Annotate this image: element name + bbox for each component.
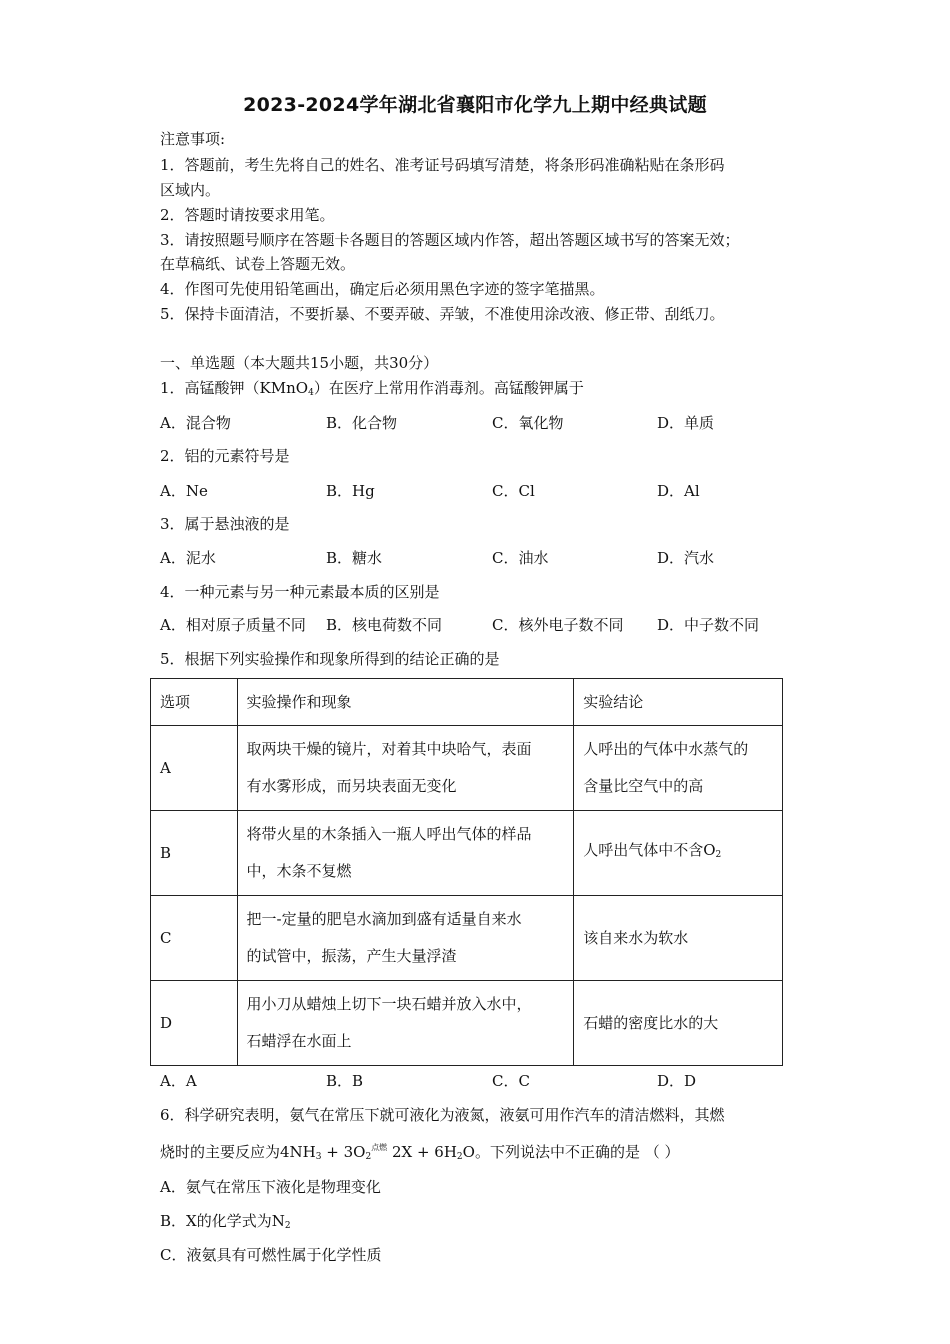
q4-option-d[interactable]: D．中子数不同 [657,616,760,634]
q5-option-c[interactable]: C．C [492,1072,530,1090]
exam-title: 2023-2024学年湖北省襄阳市化学九上期中经典试题 [243,94,707,116]
row-option-cell: A [151,726,238,811]
q2-option-d[interactable]: D．Al [657,482,700,500]
q5-option-d[interactable]: D．D [657,1072,697,1090]
q3-option-b[interactable]: B．糖水 [326,549,383,567]
q6-option-b[interactable]: B．X的化学式为$N_2$ [160,1212,291,1231]
q4-option-b[interactable]: B．核电荷数不同 [326,616,443,634]
notice-line: 3．请按照题号顺序在答题卡各题目的答题区域内作答，超出答题区域书写的答案无效； [160,231,740,249]
row-conclusion-cell: 人呼出气体中不含$O_2$ [574,811,783,896]
q5-option-a[interactable]: A．A [160,1072,197,1090]
table-header-cell: 选项 [151,679,238,726]
q2-option-c[interactable]: C．Cl [492,482,535,500]
q1-option-a[interactable]: A．混合物 [160,414,231,432]
question-6-stem-line1: 6．科学研究表明，氨气在常压下就可液化为液氮，液氨可用作汽车的清洁燃料，其燃 [160,1106,725,1124]
table-row [151,896,783,981]
row-option-cell: B [151,811,238,896]
notice-line: 2．答题时请按要求用笔。 [160,206,335,224]
question-6-stem-line2: 烧时的主要反应为$4NH_3 + 3O_2^{点燃}$ $2X + 6H_2O$。下列说法中不正确的是 （ ） [160,1143,680,1162]
table-header-row [151,679,783,726]
q3-option-d[interactable]: D．汽水 [657,549,715,567]
experiment-table [150,678,783,1066]
q6-option-c[interactable]: C．液氨具有可燃性属于化学性质 [160,1246,382,1264]
question-4-stem: 4．一种元素与另一种元素最本质的区别是 [160,583,440,601]
question-5-stem: 5．根据下列实验操作和现象所得到的结论正确的是 [160,650,500,668]
notice-line: 5．保持卡面清洁，不要折暴、不要弄破、弄皱，不准使用涂改液、修正带、刮纸刀。 [160,305,725,323]
notice-line: 区域内。 [160,181,221,199]
q2-option-a[interactable]: A．Ne [160,482,208,500]
q2-option-b[interactable]: B．Hg [326,482,375,500]
row-conclusion-cell: 人呼出的气体中水蒸气的 含量比空气中的高 [574,726,783,811]
question-2-stem: 2．铝的元素符号是 [160,447,290,465]
row-conclusion-cell: 石蜡的密度比水的大 [574,981,783,1066]
table-header-cell: 实验结论 [574,679,783,726]
notice-line: 在草稿纸、试卷上答题无效。 [160,255,356,273]
row-operation-cell: 用小刀从蜡烛上切下一块石蜡并放入水中， 石蜡浮在水面上 [237,981,574,1066]
q1-option-d[interactable]: D．单质 [657,414,715,432]
q3-option-a[interactable]: A．泥水 [160,549,216,567]
row-option-cell: C [151,896,238,981]
section-heading: 一、单选题（本大题共15小题，共30分） [160,354,439,372]
q4-option-c[interactable]: C．核外电子数不同 [492,616,624,634]
row-conclusion-cell: 该自来水为软水 [574,896,783,981]
q4-option-a[interactable]: A．相对原子质量不同 [160,616,306,634]
table-row [151,981,783,1066]
question-3-stem: 3．属于悬浊液的是 [160,515,290,533]
q3-option-c[interactable]: C．油水 [492,549,549,567]
row-operation-cell: 取两块干燥的镜片，对着其中块哈气，表面 有水雾形成，而另块表面无变化 [237,726,574,811]
row-operation-cell: 把一-定量的肥皂水滴加到盛有适量自来水 的试管中，振荡，产生大量浮渣 [237,896,574,981]
question-1-stem: 1．高锰酸钾（KMnO$_4$）在医疗上常用作消毒剂。高锰酸钾属于 [160,379,584,398]
q1-option-c[interactable]: C．氧化物 [492,414,564,432]
table-row [151,811,783,896]
q6-option-a[interactable]: A．氨气在常压下液化是物理变化 [160,1178,381,1196]
table-row [151,726,783,811]
row-operation-cell: 将带火星的木条插入一瓶人呼出气体的样品 中，木条不复燃 [237,811,574,896]
notice-line: 4．作图可先使用铅笔画出，确定后必须用黑色字迹的签字笔描黑。 [160,280,605,298]
row-option-cell: D [151,981,238,1066]
notice-line: 1．答题前，考生先将自己的姓名、准考证号码填写清楚，将条形码准确粘贴在条形码 [160,156,725,174]
q1-option-b[interactable]: B．化合物 [326,414,398,432]
reaction-condition: 点燃 [371,1143,388,1152]
q5-option-b[interactable]: B．B [326,1072,364,1090]
notice-heading: 注意事项: [160,130,226,148]
table-header-cell: 实验操作和现象 [237,679,574,726]
